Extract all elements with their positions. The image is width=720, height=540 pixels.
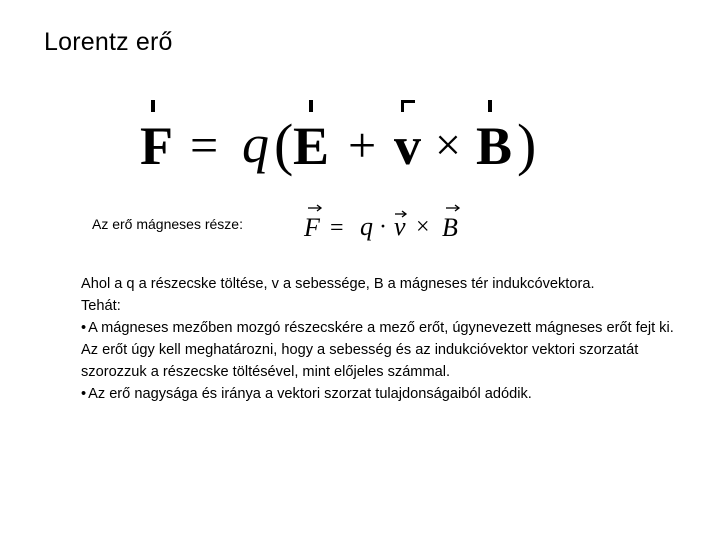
bullet-marker: • — [81, 386, 87, 402]
mag-formula-equals: = — [330, 215, 344, 241]
vector-dot-F — [151, 100, 155, 112]
mag-formula-B: B — [442, 213, 458, 242]
vector-arrow-F — [308, 205, 321, 211]
explanation-line-2: Tehát: — [81, 298, 121, 314]
explanation-text — [81, 273, 681, 405]
bullet-marker: • — [81, 320, 87, 336]
vector-dot-E — [309, 100, 313, 112]
formula-plus: + — [348, 117, 377, 173]
mag-formula-F: F — [304, 213, 320, 242]
mag-formula-dot: · — [379, 214, 387, 240]
formula-open-paren: ( — [274, 112, 294, 177]
lorentz-force-formula — [138, 94, 538, 184]
mag-formula-q: q — [360, 212, 373, 241]
vector-arrow-B — [446, 205, 459, 211]
formula-E: E — [293, 116, 330, 176]
formula-close-paren: ) — [517, 112, 537, 177]
vector-dot-v — [488, 100, 492, 112]
mag-formula-times: × — [416, 214, 430, 240]
formula-times: × — [435, 119, 461, 170]
formula-equals: = — [190, 117, 219, 173]
vector-bracket-v — [401, 100, 415, 112]
mag-formula-v: v — [394, 212, 406, 241]
slide-title: Lorentz erő — [44, 28, 173, 56]
formula-q: q — [242, 114, 269, 174]
explanation-line-1: Ahol a q a részecske töltése, v a sebessége, B a mágneses tér indukcóvektora. — [81, 276, 595, 292]
magnetic-part-label: Az erő mágneses része: — [92, 216, 243, 232]
formula-F: F — [140, 116, 173, 176]
bullet-item-2 — [81, 383, 681, 405]
formula-v: v — [394, 116, 421, 176]
bullet-item-1-text: A mágneses mezőben mozgó részecskére a mező erőt, úgynevezett mágneses erőt fejt ki. Az erőt úgy kell meghatározni, hogy a sebesség és az indukcióvektor vektori szorzatát szorozzuk a részecske töltésével, mint előjeles számmal. — [81, 320, 674, 380]
formula-B: B — [476, 116, 513, 176]
bullet-item-2-text: Az erő nagysága és iránya a vektori szorzat tulajdonságaiból adódik. — [88, 386, 532, 402]
magnetic-force-formula — [302, 200, 466, 242]
bullet-item-1 — [81, 317, 681, 383]
